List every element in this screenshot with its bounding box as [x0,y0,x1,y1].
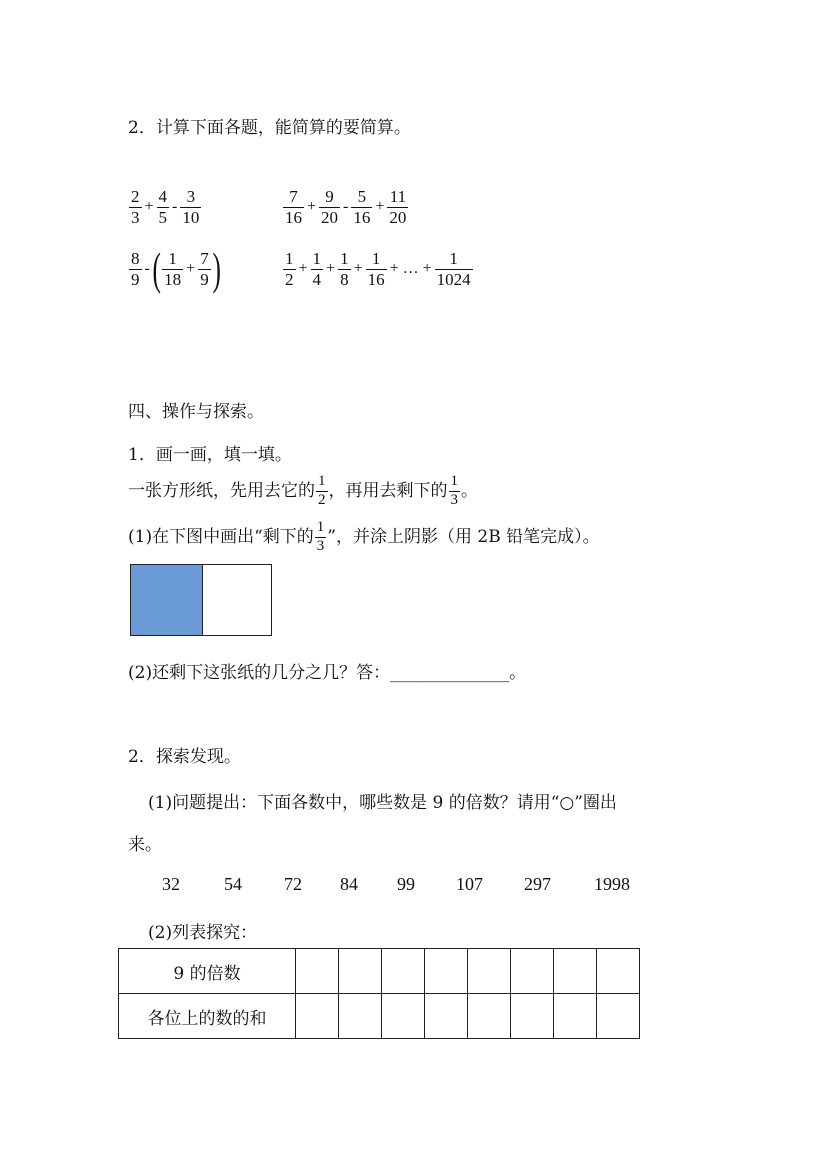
part-1-title: 1．画一画，填一填。 [128,445,292,465]
table-cell[interactable] [296,949,339,994]
table-row [119,949,640,994]
section-4-heading: 四、操作与探索。 [128,402,264,422]
table-cell[interactable] [382,994,425,1039]
table-cell[interactable] [425,949,468,994]
table-cell[interactable] [511,949,554,994]
number-item[interactable]: 32 [162,874,180,894]
table-cell[interactable] [382,949,425,994]
question-2-heading: 2．计算下面各题，能简算的要简算。 [128,118,411,138]
row-header: 9 的倍数 [119,949,296,994]
table-cell[interactable] [468,994,511,1039]
table-cell[interactable] [468,949,511,994]
table-cell[interactable] [554,949,597,994]
part-2-title: 2．探索发现。 [128,747,241,767]
fraction: $\frac{4}{5}$ [158,187,168,227]
number-item[interactable]: 72 [284,874,302,894]
expression-4: $\frac{1}{2}$ + $\frac{1}{4}$ + $\frac{1}{8}$ + $\frac{1}{16}$ + … + $\frac{1}{1024}$ [285,249,471,289]
part-1-text: 一张方形纸，先用去它的 $\frac{1}{2}$ ，再用去剩下的 $\frac{1}{3}$ 。 [128,473,478,508]
part-2-question-2: (2)列表探究： [148,923,258,943]
table-cell[interactable] [339,949,382,994]
remaining-half[interactable] [203,565,271,635]
exploration-table [118,948,640,1039]
paper-rectangle[interactable] [130,564,272,636]
expression-1: $\frac{2}{3}$ + $\frac{4}{5}$ - $\frac{3}{10}$ [131,187,200,227]
table-cell[interactable] [425,994,468,1039]
fraction: $\frac{3}{10}$ [182,187,200,227]
table-cell[interactable] [511,994,554,1039]
number-item[interactable]: 84 [340,874,358,894]
number-item[interactable]: 297 [524,874,551,894]
question-2-answer-line[interactable]: (2)还剩下这张纸的几分之几？答：______________。 [128,663,527,683]
table-cell[interactable] [554,994,597,1039]
watermark [255,345,358,448]
table-cell[interactable] [296,994,339,1039]
number-item[interactable]: 54 [224,874,242,894]
question-1-instruction: (1)在下图中画出“剩下的 $\frac{1}{3}$ ”，并涂上阴影（用 2B 铅笔完成）。 [128,519,600,554]
expression-2: $\frac{7}{16}$ + $\frac{9}{20}$ - $\frac{5}{16}$ + $\frac{11}{20}$ [285,187,407,227]
number-item[interactable]: 107 [456,874,483,894]
shaded-half [131,565,203,635]
row-header: 各位上的数的和 [119,994,296,1039]
table-cell[interactable] [339,994,382,1039]
table-cell[interactable] [597,994,640,1039]
number-item[interactable]: 99 [397,874,415,894]
table-row [119,994,640,1039]
part-2-question-1-continued: 来。 [128,835,162,855]
fraction: $\frac{2}{3}$ [131,187,140,227]
expression-3: $\frac{8}{9}$ -( $\frac{1}{18}$ + $\frac{7}{9}$ ) [131,243,221,294]
part-2-question-1: (1)问题提出：下面各数中，哪些数是 9 的倍数？请用“○”圈出 [148,793,617,813]
table-cell[interactable] [597,949,640,994]
number-item[interactable]: 1998 [594,874,630,894]
